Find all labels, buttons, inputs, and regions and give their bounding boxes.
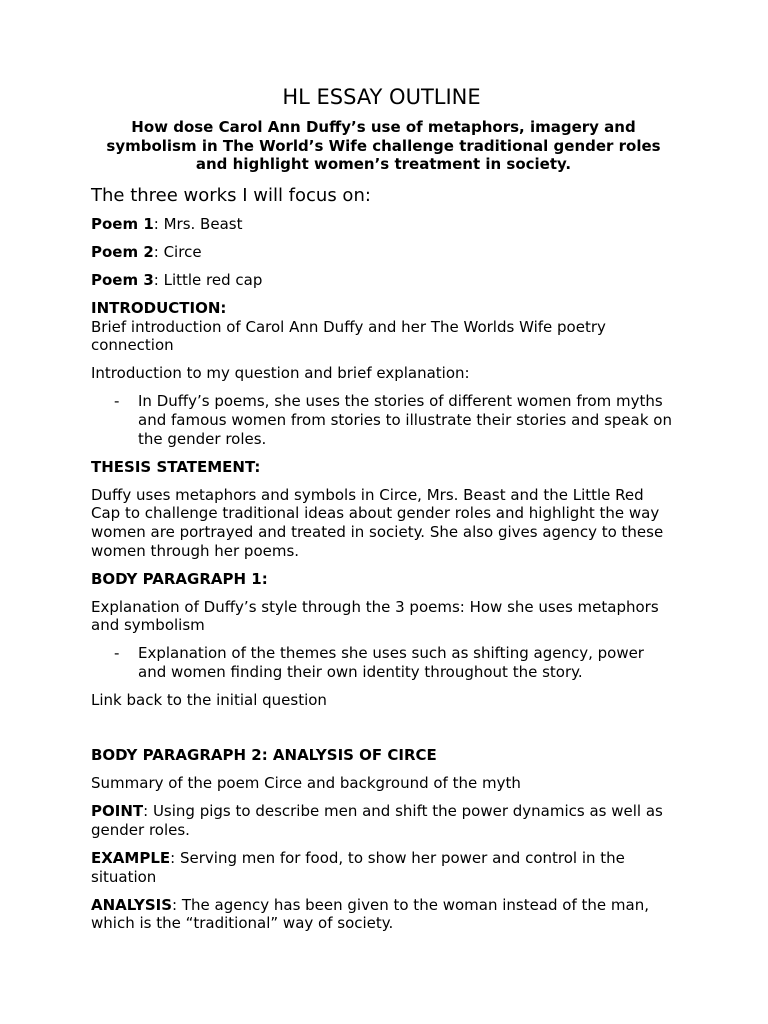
introduction-heading: INTRODUCTION: [91,299,227,318]
analysis-label: ANALYSIS [91,895,173,914]
poem-1-label: Poem 1 [91,214,154,233]
poem-3-line [91,271,676,290]
dash-marker: - [114,392,120,411]
thesis-heading: THESIS STATEMENT: [91,457,261,476]
poem-3-text: : Little red cap [153,270,263,289]
example-label: EXAMPLE [91,849,171,868]
body-paragraph-1-bullet [91,644,676,681]
body-paragraph-1-bullet-text: Explanation of the themes she uses such as shifting agency, power and women finding their own identity throughout the story. [138,644,644,682]
body-paragraph-1-text: Explanation of Duffy’s style through the 3 poems: How she uses metaphors and symbolism [91,597,659,635]
analysis-line [91,896,676,933]
body-paragraph-1-heading: BODY PARAGRAPH 1: [91,569,268,588]
example-text: : Serving men for food, to show her power and control in the situation [91,849,625,886]
thesis-text: Duffy uses metaphors and symbols in Circe, Mrs. Beast and the Little Red Cap to challenge traditional ideas about gender roles and highlight the way women are portrayed and treated in society. She also gives agency to these women through her poems. [91,485,664,560]
body-paragraph-2-summary: Summary of the poem Circe and background of the myth [91,774,521,793]
document-body [91,82,676,943]
focus-heading: The three works I will focus on: [91,184,371,206]
introduction-bullet [91,392,676,448]
poem-1-text: : Mrs. Beast [153,214,243,233]
poem-1-line [91,215,676,234]
essay-question: How dose Carol Ann Duffy’s use of metaphors, imagery and symbolism in The World’s Wife challenge traditional gender roles and highlight women’s treatment in society. [106,118,661,174]
poem-2-label: Poem 2 [91,242,154,261]
poem-3-label: Poem 3 [91,270,154,289]
point-line [91,802,676,839]
example-line [91,849,676,886]
body-paragraph-1-bullet-list [91,644,676,681]
dash-marker: - [114,644,120,663]
introduction-line-1: Brief introduction of Carol Ann Duffy and her The Worlds Wife poetry connection [91,317,606,355]
introduction-bullet-list [91,392,676,448]
blank-line [91,719,676,746]
introduction-line-2: Introduction to my question and brief explanation: [91,364,470,383]
analysis-text: : The agency has been given to the woman instead of the man, which is the “traditional” way of society. [91,895,649,933]
introduction-bullet-text: In Duffy’s poems, she uses the stories of different women from myths and famous women from stories to illustrate their stories and speak on the gender roles. [138,392,672,448]
poem-2-text: : Circe [153,242,202,261]
document-title: HL ESSAY OUTLINE [282,85,481,109]
body-paragraph-1-link: Link back to the initial question [91,691,327,710]
body-paragraph-2-heading: BODY PARAGRAPH 2: ANALYSIS OF CIRCE [91,746,437,765]
point-text: : Using pigs to describe men and shift the power dynamics as well as gender roles. [91,802,663,840]
poem-2-line [91,243,676,262]
point-label: POINT [91,802,144,821]
